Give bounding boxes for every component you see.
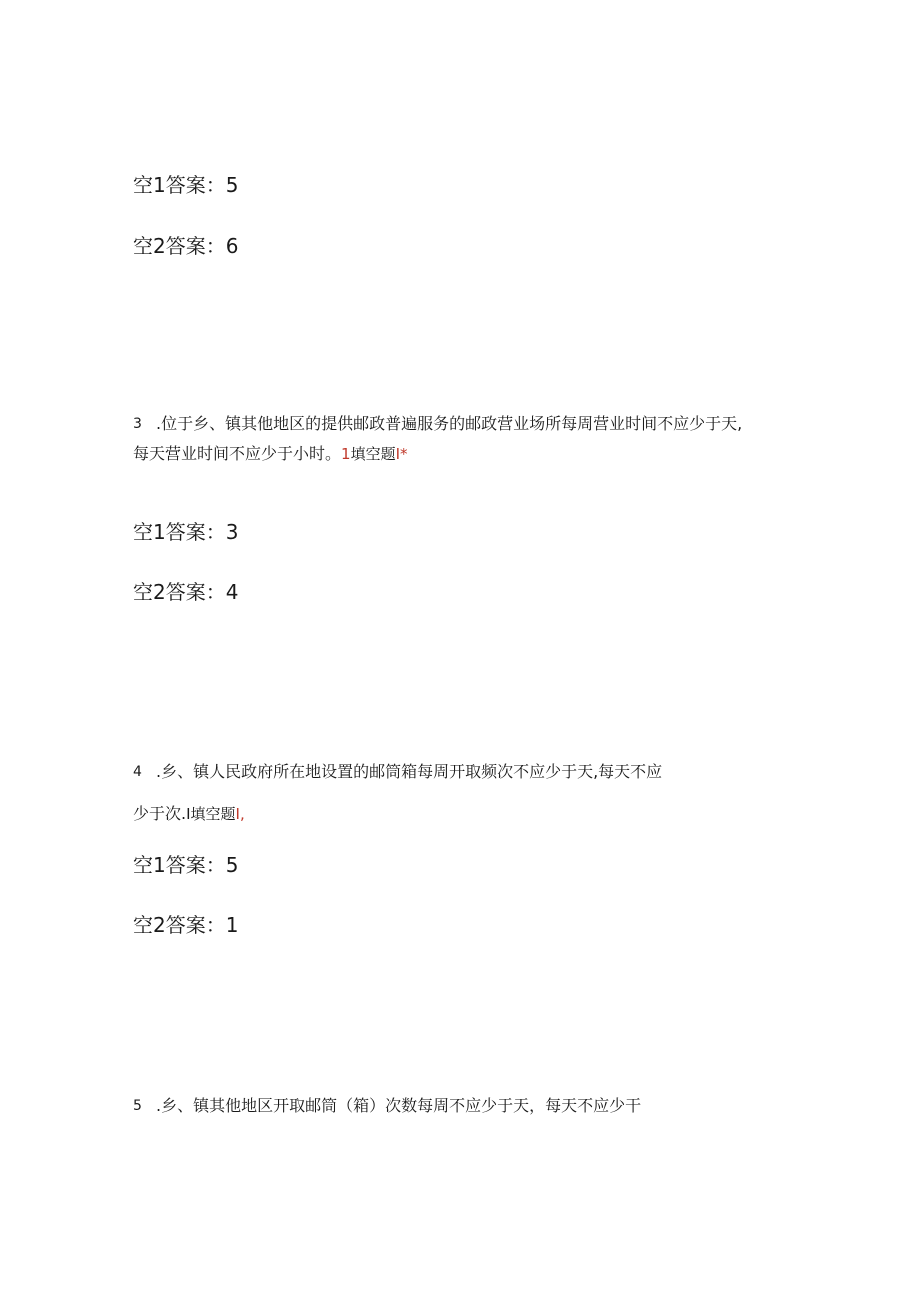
question-text-line-2 <box>133 444 408 464</box>
question-number: 5 <box>133 1098 142 1114</box>
answer-label: 空2答案： <box>133 913 226 937</box>
answer-value: 1 <box>225 913 239 937</box>
answer-label: 空2答案： <box>133 234 226 258</box>
answer-blank-2 <box>133 234 238 258</box>
answer-value: 3 <box>225 520 239 544</box>
question-text-line-2 <box>133 804 245 824</box>
answer-value: 4 <box>225 580 239 604</box>
answer-blank-2 <box>133 913 238 937</box>
question-type-tag-close: I* <box>395 445 408 463</box>
question-text-line-1: .乡、镇人民政府所在地设置的邮筒箱每周开取频次不应少于天,每天不应 <box>156 762 663 781</box>
question-number: 3 <box>133 416 142 432</box>
answer-blank-1 <box>133 853 238 877</box>
answer-label: 空1答案： <box>133 173 226 197</box>
question-type-tag: 填空题 <box>190 805 236 823</box>
question-text: 少于次. <box>133 804 187 823</box>
answer-value: 5 <box>225 173 239 197</box>
question-text: 每天营业时间不应少于小时。 <box>133 444 342 463</box>
question-type-tag-open: I <box>186 805 191 823</box>
question-text-line-1: .位于乡、镇其他地区的提供邮政普遍服务的邮政营业场所每周营业时间不应少于天, <box>156 414 743 433</box>
answer-value: 6 <box>225 234 239 258</box>
question-text-line-1: .乡、镇其他地区开取邮筒（箱）次数每周不应少于天，每天不应少干 <box>156 1096 642 1115</box>
question-type-tag-open: 1 <box>341 445 351 463</box>
answer-blank-1 <box>133 173 238 197</box>
answer-blank-1 <box>133 520 238 544</box>
question-type-tag-close: I, <box>235 805 245 823</box>
answer-label: 空2答案： <box>133 580 226 604</box>
answer-label: 空1答案： <box>133 853 226 877</box>
answer-value: 5 <box>225 853 239 877</box>
question-number: 4 <box>133 764 142 780</box>
answer-label: 空1答案： <box>133 520 226 544</box>
question-type-tag: 填空题 <box>350 445 396 463</box>
answer-blank-2 <box>133 580 238 604</box>
